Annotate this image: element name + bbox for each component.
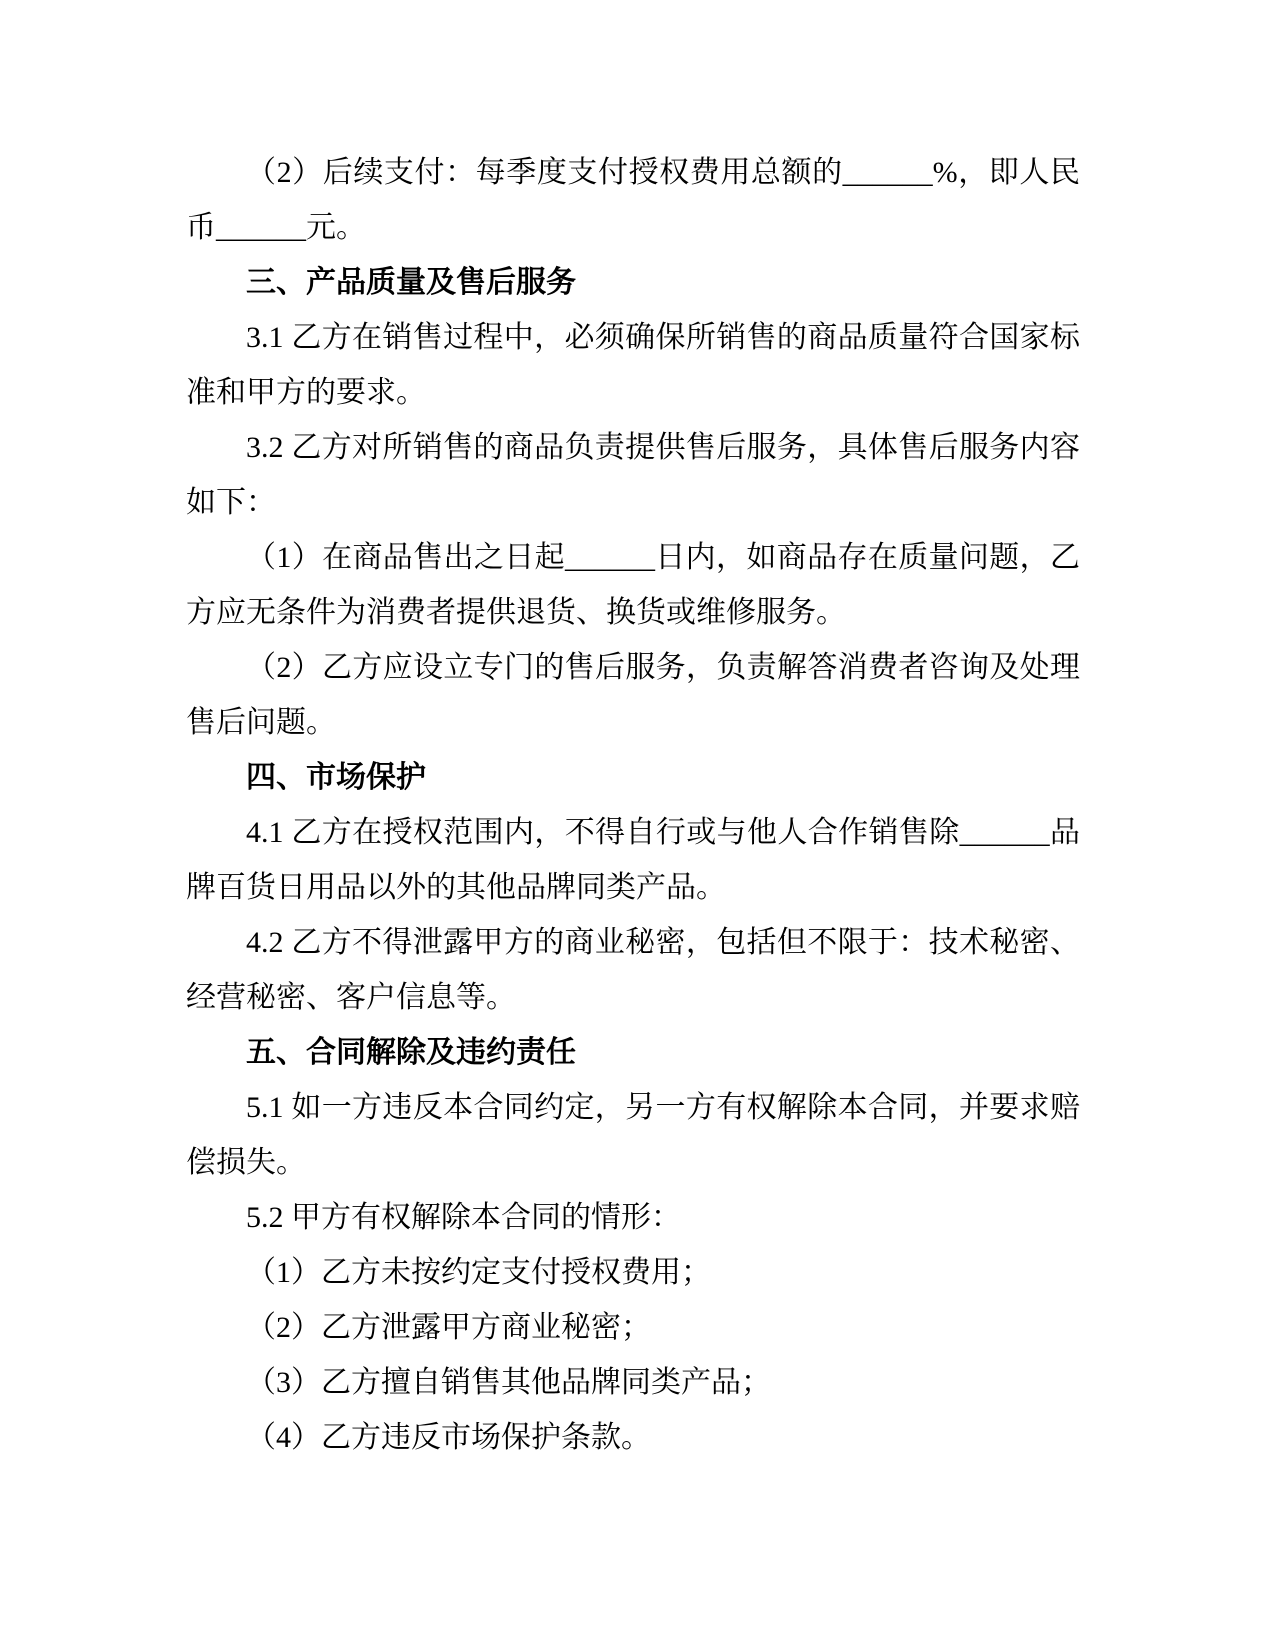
clause-3-1: 3.1 乙方在销售过程中，必须确保所销售的商品质量符合国家标准和甲方的要求。	[186, 321, 1080, 409]
clause-5-2-item-2: （2）乙方泄露甲方商业秘密；	[246, 1311, 651, 1344]
clause-4-1: 4.1 乙方在授权范围内，不得自行或与他人合作销售除______品牌百货日用品以外的其他品牌同类产品。	[186, 816, 1080, 904]
heading-section-5-termination-breach: 五、合同解除及违约责任	[246, 1036, 576, 1069]
clause-3-2: 3.2 乙方对所销售的商品负责提供售后服务，具体售后服务内容如下：	[186, 431, 1080, 519]
clause-4-2: 4.2 乙方不得泄露甲方的商业秘密，包括但不限于：技术秘密、经营秘密、客户信息等。	[186, 926, 1080, 1014]
clause-3-2-item-1: （1）在商品售出之日起______日内，如商品存在质量问题，乙方应无条件为消费者提供退货、换货或维修服务。	[186, 541, 1080, 629]
contract-body	[186, 145, 1080, 1465]
clause-3-2-item-2: （2）乙方应设立专门的售后服务，负责解答消费者咨询及处理售后问题。	[186, 651, 1080, 739]
clause-5-2-item-1: （1）乙方未按约定支付授权费用；	[246, 1256, 711, 1289]
clause-2-follow-up-payment: （2）后续支付：每季度支付授权费用总额的______%，即人民币______元。	[186, 156, 1080, 244]
clause-5-1: 5.1 如一方违反本合同约定，另一方有权解除本合同，并要求赔偿损失。	[186, 1091, 1080, 1179]
clause-5-2-item-3: （3）乙方擅自销售其他品牌同类产品；	[246, 1366, 771, 1399]
heading-section-4-market-protection: 四、市场保护	[246, 761, 426, 794]
heading-section-3-quality-after-sales: 三、产品质量及售后服务	[246, 266, 576, 299]
clause-5-2: 5.2 甲方有权解除本合同的情形：	[246, 1201, 681, 1234]
clause-5-2-item-4: （4）乙方违反市场保护条款。	[246, 1421, 651, 1454]
